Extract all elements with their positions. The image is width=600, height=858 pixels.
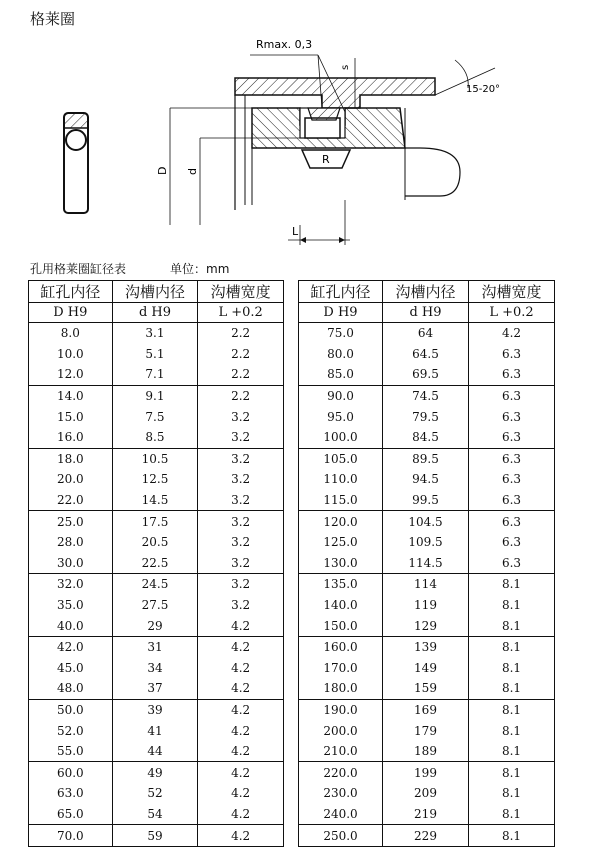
cell-groove-diameter: 10.5 (112, 448, 198, 469)
seal-profile (64, 113, 88, 213)
table-row (299, 574, 555, 595)
cell-bore: 190.0 (299, 699, 383, 720)
cell-groove-width: 3.2 (198, 595, 284, 616)
unit-groove-diameter: d H9 (112, 303, 198, 323)
R-label: R (322, 153, 330, 166)
table-row (299, 469, 555, 490)
table-row (29, 595, 284, 616)
table-row (29, 323, 284, 344)
cell-groove-diameter: 114.5 (383, 553, 469, 574)
cell-groove-diameter: 79.5 (383, 406, 469, 427)
cell-groove-diameter: 41 (112, 720, 198, 741)
cell-bore: 28.0 (29, 532, 113, 553)
cell-groove-diameter: 139 (383, 636, 469, 657)
table-row (29, 825, 284, 847)
rmax-label: Rmax. 0,3 (256, 38, 313, 51)
cell-bore: 12.0 (29, 364, 113, 385)
cell-groove-width: 8.1 (469, 825, 555, 847)
cell-groove-diameter: 69.5 (383, 364, 469, 385)
table-row (299, 595, 555, 616)
table-row (299, 615, 555, 636)
table-row (29, 427, 284, 448)
cell-bore: 52.0 (29, 720, 113, 741)
cell-groove-diameter: 64 (383, 323, 469, 344)
cell-groove-width: 6.3 (469, 364, 555, 385)
table-row (29, 511, 284, 532)
cell-groove-diameter: 119 (383, 595, 469, 616)
table-row (299, 511, 555, 532)
table-row (299, 825, 555, 847)
cell-groove-width: 4.2 (198, 678, 284, 699)
cell-groove-width: 6.3 (469, 344, 555, 365)
cell-bore: 25.0 (29, 511, 113, 532)
cell-bore: 16.0 (29, 427, 113, 448)
table-row (299, 678, 555, 699)
cell-groove-diameter: 20.5 (112, 532, 198, 553)
cell-groove-diameter: 199 (383, 762, 469, 783)
cell-groove-width: 6.3 (469, 532, 555, 553)
cell-groove-width: 8.1 (469, 595, 555, 616)
cell-bore: 230.0 (299, 783, 383, 804)
cell-groove-width: 2.2 (198, 385, 284, 406)
cell-groove-width: 8.1 (469, 720, 555, 741)
cell-groove-width: 6.3 (469, 490, 555, 511)
table-row (29, 553, 284, 574)
cell-groove-diameter: 179 (383, 720, 469, 741)
cell-groove-diameter: 159 (383, 678, 469, 699)
cell-groove-diameter: 149 (383, 658, 469, 679)
page-title: 格莱圈 (30, 10, 76, 28)
cell-groove-width: 2.2 (198, 364, 284, 385)
table-row (29, 720, 284, 741)
table-row (299, 658, 555, 679)
angle-label: 15-20° (466, 84, 501, 95)
cell-bore: 120.0 (299, 511, 383, 532)
cell-groove-width: 6.3 (469, 511, 555, 532)
unit-groove-diameter: d H9 (383, 303, 469, 323)
cell-groove-diameter: 29 (112, 615, 198, 636)
cell-groove-diameter: 7.1 (112, 364, 198, 385)
cell-bore: 30.0 (29, 553, 113, 574)
table-row (299, 385, 555, 406)
cell-groove-width: 8.1 (469, 741, 555, 762)
cell-groove-width: 8.1 (469, 678, 555, 699)
table-row (29, 658, 284, 679)
cell-groove-width: 2.2 (198, 344, 284, 365)
cell-groove-width: 8.1 (469, 762, 555, 783)
cell-groove-width: 3.2 (198, 553, 284, 574)
table-row (299, 636, 555, 657)
cell-bore: 100.0 (299, 427, 383, 448)
cell-groove-width: 3.2 (198, 490, 284, 511)
cell-groove-width: 8.1 (469, 783, 555, 804)
table-row (299, 804, 555, 825)
cell-groove-width: 8.1 (469, 804, 555, 825)
cell-groove-width: 3.2 (198, 406, 284, 427)
table-row (29, 385, 284, 406)
cell-groove-diameter: 219 (383, 804, 469, 825)
cell-bore: 105.0 (299, 448, 383, 469)
cell-bore: 35.0 (29, 595, 113, 616)
cell-groove-width: 3.2 (198, 427, 284, 448)
cell-groove-width: 4.2 (198, 825, 284, 847)
d-label: d (186, 168, 199, 175)
table-row (29, 469, 284, 490)
header-groove-width: 沟槽宽度 (198, 281, 284, 303)
cell-groove-width: 4.2 (198, 615, 284, 636)
table-row (299, 364, 555, 385)
cell-bore: 150.0 (299, 615, 383, 636)
cell-bore: 130.0 (299, 553, 383, 574)
table-row (29, 783, 284, 804)
cell-bore: 80.0 (299, 344, 383, 365)
table-row (29, 804, 284, 825)
spec-table-left (28, 280, 284, 847)
table-row (29, 741, 284, 762)
cell-bore: 48.0 (29, 678, 113, 699)
cell-groove-diameter: 74.5 (383, 385, 469, 406)
caption-text: 孔用格莱圈缸径表 (30, 262, 127, 276)
cell-bore: 50.0 (29, 699, 113, 720)
table-caption (30, 260, 229, 277)
cell-groove-diameter: 49 (112, 762, 198, 783)
cell-groove-diameter: 5.1 (112, 344, 198, 365)
table-row (29, 615, 284, 636)
groove-assembly (170, 55, 495, 245)
cell-groove-diameter: 89.5 (383, 448, 469, 469)
cell-bore: 160.0 (299, 636, 383, 657)
cell-groove-width: 4.2 (198, 720, 284, 741)
cell-groove-width: 8.1 (469, 636, 555, 657)
cell-groove-diameter: 14.5 (112, 490, 198, 511)
table-row (299, 699, 555, 720)
cell-groove-width: 4.2 (198, 804, 284, 825)
cell-bore: 32.0 (29, 574, 113, 595)
s-label: s (340, 64, 351, 70)
cell-groove-width: 8.1 (469, 699, 555, 720)
cell-groove-width: 6.3 (469, 406, 555, 427)
table-row (299, 323, 555, 344)
cell-groove-width: 3.2 (198, 532, 284, 553)
spec-table-right (298, 280, 555, 847)
cell-groove-diameter: 8.5 (112, 427, 198, 448)
cell-groove-width: 8.1 (469, 658, 555, 679)
table-row (299, 741, 555, 762)
unit-bore: D H9 (29, 303, 113, 323)
cell-groove-diameter: 189 (383, 741, 469, 762)
cell-groove-width: 4.2 (469, 323, 555, 344)
cell-groove-diameter: 84.5 (383, 427, 469, 448)
table-body-right (299, 323, 555, 847)
cell-bore: 45.0 (29, 658, 113, 679)
cell-bore: 95.0 (299, 406, 383, 427)
table-row (29, 448, 284, 469)
table-row (299, 406, 555, 427)
unit-label: 单位：mm (170, 262, 230, 276)
cell-groove-diameter: 229 (383, 825, 469, 847)
unit-bore: D H9 (299, 303, 383, 323)
table-row (29, 406, 284, 427)
cell-groove-diameter: 9.1 (112, 385, 198, 406)
cell-bore: 170.0 (299, 658, 383, 679)
cell-bore: 42.0 (29, 636, 113, 657)
cell-bore: 90.0 (299, 385, 383, 406)
cell-groove-width: 4.2 (198, 636, 284, 657)
cell-groove-diameter: 129 (383, 615, 469, 636)
cell-groove-width: 4.2 (198, 783, 284, 804)
cell-groove-width: 2.2 (198, 323, 284, 344)
cell-groove-diameter: 31 (112, 636, 198, 657)
cell-groove-diameter: 99.5 (383, 490, 469, 511)
table-row (299, 448, 555, 469)
cell-bore: 60.0 (29, 762, 113, 783)
cell-groove-diameter: 59 (112, 825, 198, 847)
cell-groove-width: 4.2 (198, 762, 284, 783)
table-row (299, 532, 555, 553)
cell-groove-diameter: 22.5 (112, 553, 198, 574)
header-bore: 缸孔内径 (299, 281, 383, 303)
table-row (29, 574, 284, 595)
cell-groove-diameter: 12.5 (112, 469, 198, 490)
cell-groove-width: 3.2 (198, 574, 284, 595)
cell-groove-width: 8.1 (469, 615, 555, 636)
cell-bore: 250.0 (299, 825, 383, 847)
header-groove-width: 沟槽宽度 (469, 281, 555, 303)
cell-bore: 75.0 (299, 323, 383, 344)
D-label: D (156, 166, 169, 175)
cell-groove-diameter: 34 (112, 658, 198, 679)
cell-groove-width: 4.2 (198, 658, 284, 679)
cell-groove-width: 4.2 (198, 741, 284, 762)
cell-groove-width: 6.3 (469, 553, 555, 574)
cell-bore: 200.0 (299, 720, 383, 741)
cell-bore: 240.0 (299, 804, 383, 825)
cell-groove-diameter: 169 (383, 699, 469, 720)
cell-groove-diameter: 94.5 (383, 469, 469, 490)
cell-groove-width: 3.2 (198, 448, 284, 469)
table-row (29, 678, 284, 699)
cell-bore: 55.0 (29, 741, 113, 762)
cell-bore: 15.0 (29, 406, 113, 427)
cell-groove-diameter: 52 (112, 783, 198, 804)
cell-groove-diameter: 37 (112, 678, 198, 699)
cell-bore: 63.0 (29, 783, 113, 804)
header-bore: 缸孔内径 (29, 281, 113, 303)
table-body-left (29, 323, 284, 847)
table-row (299, 720, 555, 741)
cell-bore: 65.0 (29, 804, 113, 825)
cell-bore: 20.0 (29, 469, 113, 490)
cell-groove-diameter: 44 (112, 741, 198, 762)
cell-bore: 115.0 (299, 490, 383, 511)
cell-groove-diameter: 3.1 (112, 323, 198, 344)
cell-groove-diameter: 27.5 (112, 595, 198, 616)
cell-bore: 22.0 (29, 490, 113, 511)
cell-groove-width: 4.2 (198, 699, 284, 720)
L-label: L (292, 225, 299, 238)
cell-groove-diameter: 114 (383, 574, 469, 595)
cell-bore: 70.0 (29, 825, 113, 847)
table-row (29, 490, 284, 511)
cell-groove-diameter: 7.5 (112, 406, 198, 427)
cell-bore: 135.0 (299, 574, 383, 595)
cell-groove-width: 6.3 (469, 385, 555, 406)
cell-bore: 18.0 (29, 448, 113, 469)
table-row (29, 699, 284, 720)
cell-bore: 14.0 (29, 385, 113, 406)
table-row (299, 344, 555, 365)
cell-groove-width: 8.1 (469, 574, 555, 595)
cell-groove-width: 3.2 (198, 511, 284, 532)
cell-bore: 110.0 (299, 469, 383, 490)
cell-groove-diameter: 64.5 (383, 344, 469, 365)
header-groove-diameter: 沟槽内径 (383, 281, 469, 303)
unit-groove-width: L +0.2 (469, 303, 555, 323)
table-row (29, 344, 284, 365)
cell-bore: 10.0 (29, 344, 113, 365)
cell-groove-width: 6.3 (469, 469, 555, 490)
table-row (29, 636, 284, 657)
cell-bore: 8.0 (29, 323, 113, 344)
cell-groove-diameter: 104.5 (383, 511, 469, 532)
cell-bore: 180.0 (299, 678, 383, 699)
table-row (299, 490, 555, 511)
table-row (299, 762, 555, 783)
table-row (29, 364, 284, 385)
table-row (299, 427, 555, 448)
cell-groove-diameter: 209 (383, 783, 469, 804)
table-row (29, 532, 284, 553)
table-row (299, 553, 555, 574)
table-row (29, 762, 284, 783)
cell-bore: 220.0 (299, 762, 383, 783)
cell-groove-diameter: 24.5 (112, 574, 198, 595)
cell-groove-width: 6.3 (469, 448, 555, 469)
seal-drawing (0, 28, 600, 260)
cell-bore: 140.0 (299, 595, 383, 616)
cell-groove-width: 6.3 (469, 427, 555, 448)
table-row (299, 783, 555, 804)
cell-groove-diameter: 54 (112, 804, 198, 825)
cell-bore: 85.0 (299, 364, 383, 385)
cell-bore: 40.0 (29, 615, 113, 636)
unit-groove-width: L +0.2 (198, 303, 284, 323)
cell-groove-diameter: 17.5 (112, 511, 198, 532)
cell-bore: 210.0 (299, 741, 383, 762)
header-groove-diameter: 沟槽内径 (112, 281, 198, 303)
cell-groove-diameter: 109.5 (383, 532, 469, 553)
cell-bore: 125.0 (299, 532, 383, 553)
cell-groove-diameter: 39 (112, 699, 198, 720)
cell-groove-width: 3.2 (198, 469, 284, 490)
